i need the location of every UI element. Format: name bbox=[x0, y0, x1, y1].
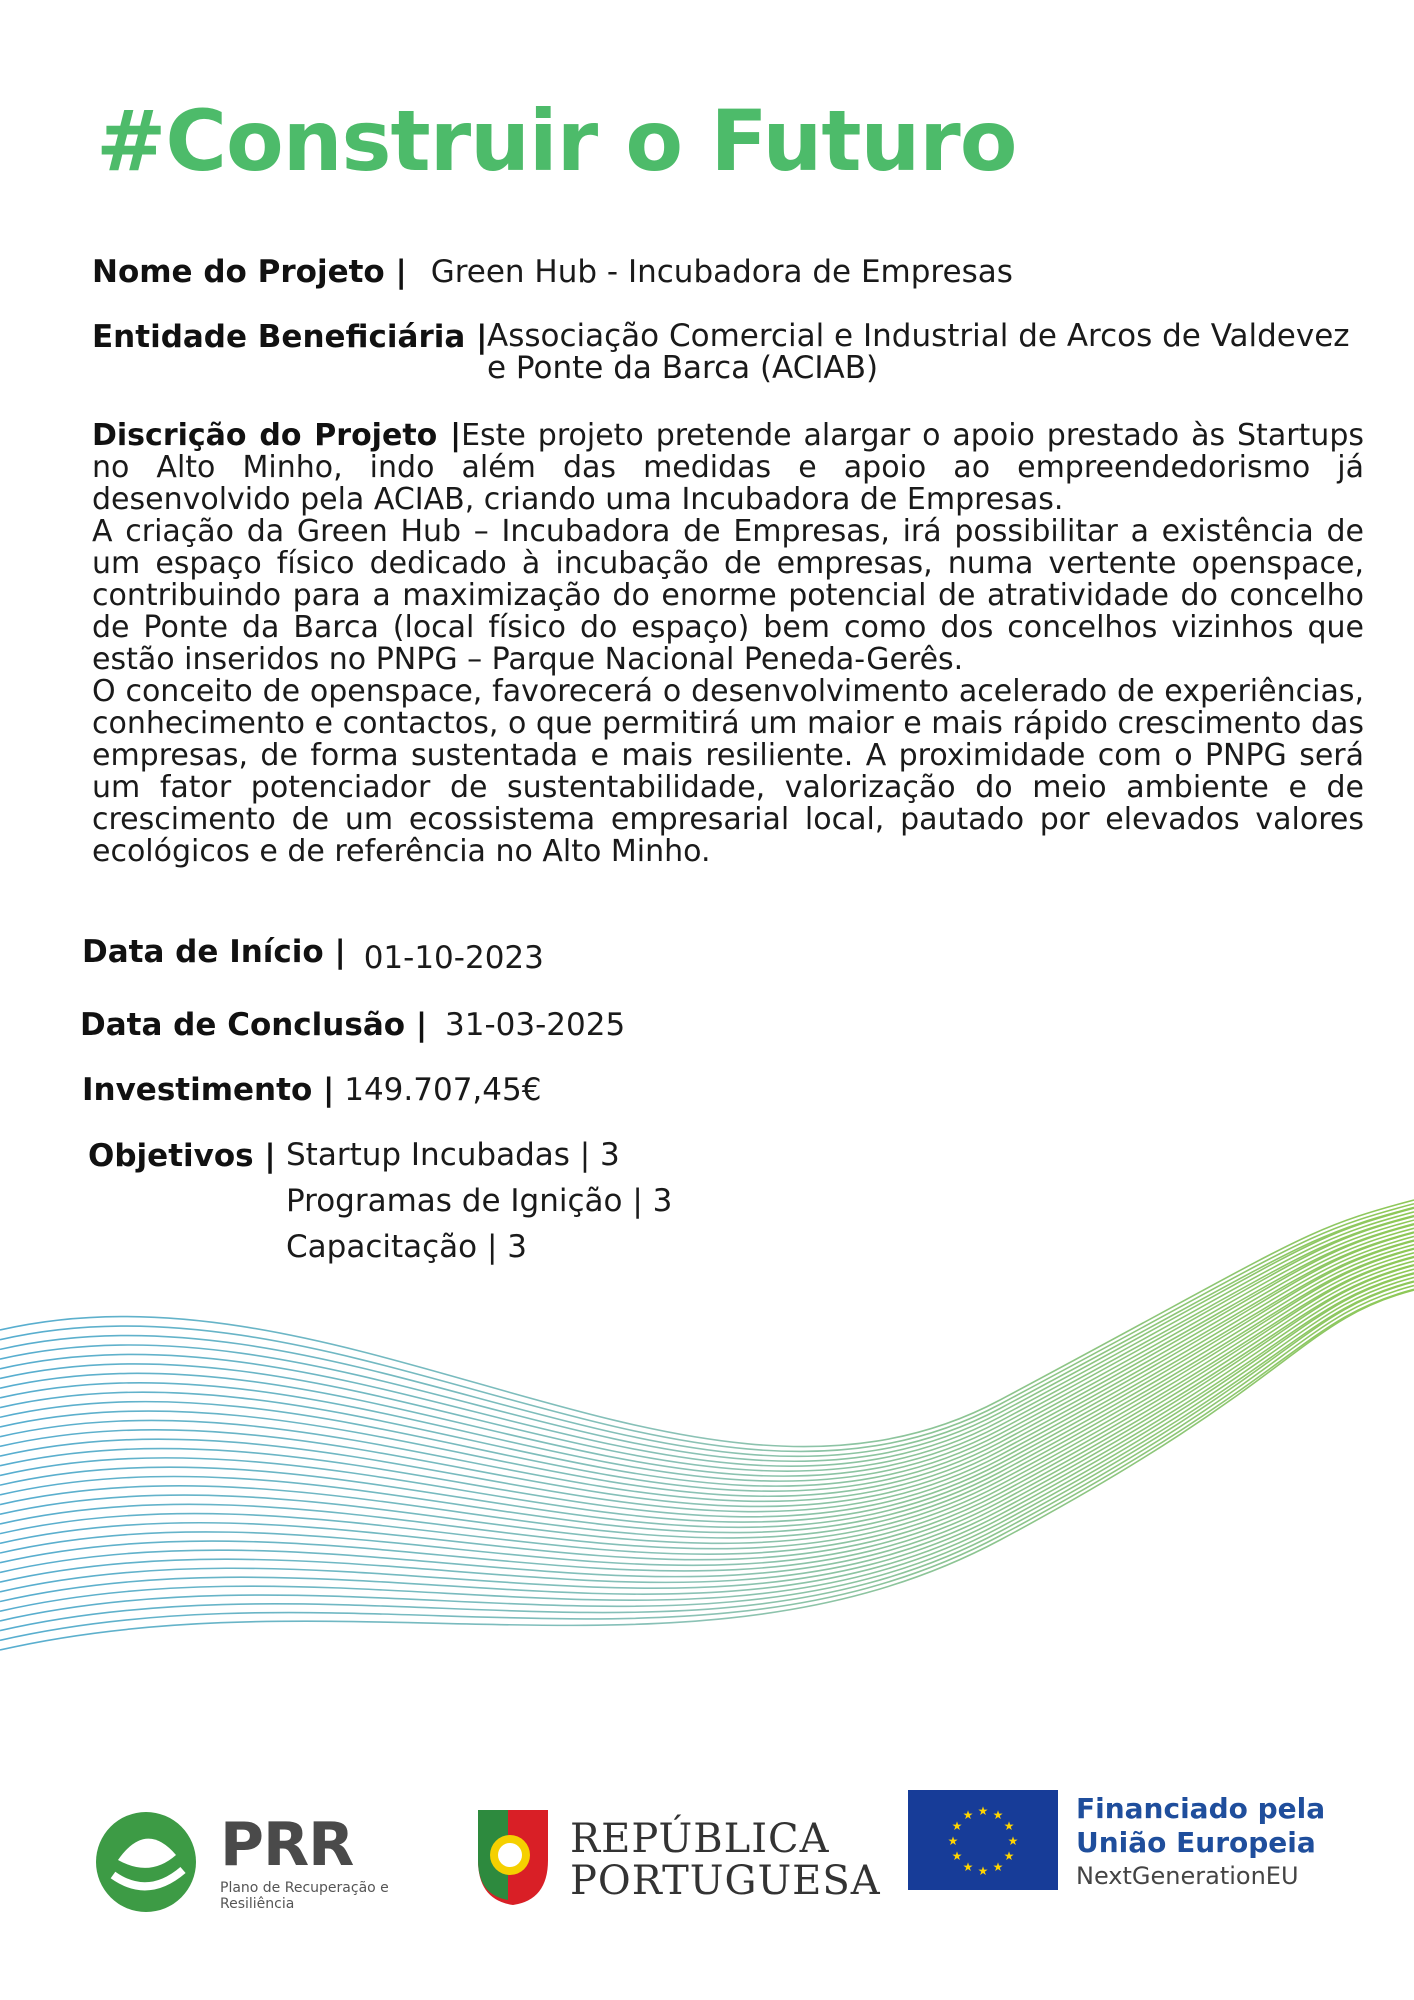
eu-star-icon: ★ bbox=[947, 1834, 959, 1848]
end-date-value: 31-03-2025 bbox=[445, 1007, 626, 1043]
objective-item: Programas de Ignição | 3 bbox=[286, 1183, 673, 1219]
end-date-label: Data de Conclusão | bbox=[80, 1007, 428, 1043]
wave-line bbox=[0, 1240, 1414, 1517]
description-p1: Este projeto pretende alargar o apoio prestado às Startups no Alto Minho, indo além das medidas e apoio ao empreendedorismo já desenvolvido pela ACIAB, criando uma Incubadora de Empresas. bbox=[92, 418, 1364, 517]
decorative-waves bbox=[0, 1180, 1414, 1800]
eu-star-icon: ★ bbox=[1003, 1819, 1015, 1833]
eu-star-icon: ★ bbox=[992, 1808, 1004, 1823]
eu-star-icon: ★ bbox=[951, 1819, 963, 1833]
wave-line bbox=[0, 1265, 1414, 1566]
eu-star-icon: ★ bbox=[1003, 1849, 1015, 1863]
prr-title: PRR bbox=[220, 1810, 354, 1880]
entity-row bbox=[92, 320, 487, 354]
project-name-label: Nome do Projeto | bbox=[92, 254, 407, 290]
eu-star-icon: ★ bbox=[962, 1808, 974, 1823]
description-label: Discrição do Projeto | bbox=[92, 418, 462, 453]
eu-funding-logo bbox=[908, 1790, 1328, 1910]
description-p2: A criação da Green Hub – Incubadora de Empresas, irá possibilitar a existência de um espaço físico dedicado à incubação de empresas, numa vertente openspace, contribuindo para a maximização do enorme potencial de atratividade do concelho de Ponte da Barca (local físico do espaço) bem como dos concelhos vizinhos que estão inseridos no PNPG – Parque Nacional Peneda-Gerês. bbox=[92, 514, 1364, 677]
entity-value bbox=[487, 320, 1350, 384]
description-p3: O conceito de openspace, favorecerá o desenvolvimento acelerado de experiências, conhecimento e contactos, o que permitirá um maior e mais rápido crescimento das empresas, de forma sustentada e mais resiliente. A proximidade com o PNPG será um fator potenciador de sustentabilidade, valorização do meio ambiente e de crescimento de um ecossistema empresarial local, pautado por elevados valores ecológicos e de referência no Alto Minho. bbox=[92, 674, 1364, 869]
investment-value: 149.707,45€ bbox=[344, 1072, 542, 1108]
start-date-row bbox=[82, 934, 544, 976]
eu-text-line1: Financiado pela bbox=[1076, 1792, 1326, 1825]
wave-line bbox=[0, 1212, 1414, 1466]
entity-value-line1: Associação Comercial e Industrial de Arcos de Valdevez bbox=[487, 318, 1350, 354]
portugal-shield-icon bbox=[468, 1800, 558, 1910]
project-name-row bbox=[92, 255, 1013, 289]
wave-line bbox=[0, 1228, 1414, 1496]
eu-star-icon: ★ bbox=[962, 1859, 974, 1874]
objective-item: Startup Incubadas | 3 bbox=[286, 1137, 620, 1173]
republica-line1: REPÚBLICA bbox=[570, 1816, 830, 1862]
eu-star-icon: ★ bbox=[951, 1849, 963, 1863]
wave-line bbox=[0, 1224, 1414, 1486]
prr-logo bbox=[88, 1800, 438, 1920]
prr-subtitle: Plano de Recuperação e Resiliência bbox=[220, 1880, 389, 1912]
start-date-label: Data de Início | bbox=[82, 934, 346, 970]
entity-label: Entidade Beneficiária | bbox=[92, 319, 488, 355]
investment-row bbox=[82, 1073, 541, 1107]
wave-line bbox=[0, 1274, 1414, 1592]
eu-star-icon: ★ bbox=[977, 1864, 989, 1878]
wave-line bbox=[0, 1220, 1414, 1481]
wave-line bbox=[0, 1216, 1414, 1472]
objective-item: Capacitação | 3 bbox=[286, 1229, 528, 1265]
wave-line bbox=[0, 1204, 1414, 1452]
wave-line bbox=[0, 1236, 1414, 1511]
eu-star-icon: ★ bbox=[992, 1859, 1004, 1874]
republica-portuguesa-logo bbox=[468, 1800, 881, 1920]
prr-leaf-icon bbox=[88, 1800, 208, 1920]
objectives-label: Objetivos | bbox=[88, 1138, 276, 1174]
republica-text bbox=[570, 1818, 881, 1902]
page-title: #Construir o Futuro bbox=[96, 92, 1017, 190]
end-date-row bbox=[80, 1008, 625, 1042]
eu-star-icon: ★ bbox=[1007, 1834, 1019, 1848]
start-date-value: 01-10-2023 bbox=[363, 940, 544, 976]
entity-value-line2: e Ponte da Barca (ACIAB) bbox=[487, 350, 879, 386]
project-description bbox=[92, 420, 1364, 868]
investment-label: Investimento | bbox=[82, 1072, 335, 1108]
republica-line2: PORTUGUESA bbox=[570, 1858, 881, 1904]
project-name-value: Green Hub - Incubadora de Empresas bbox=[430, 254, 1013, 290]
eu-star-icon: ★ bbox=[977, 1804, 989, 1818]
eu-flag-icon bbox=[908, 1790, 1058, 1890]
eu-text-line2: União Europeia bbox=[1076, 1826, 1316, 1859]
eu-text-line3: NextGenerationEU bbox=[1076, 1862, 1299, 1890]
